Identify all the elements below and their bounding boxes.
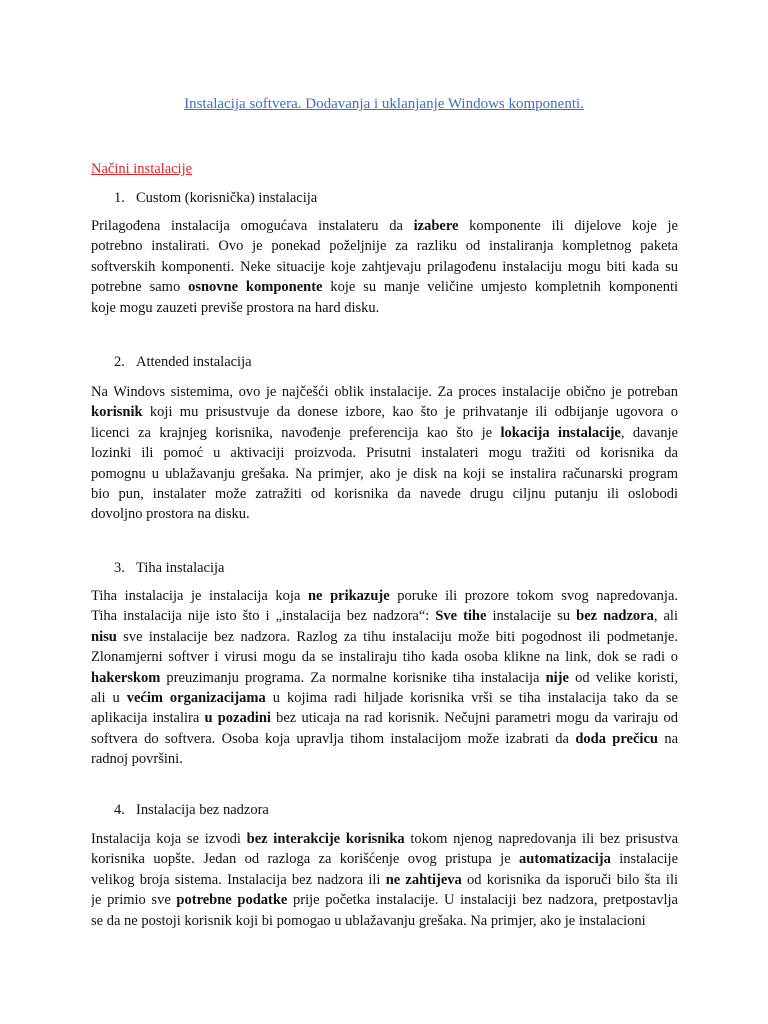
text-line: potrebno instalirati. Ovo je ponekad poželjnije za razliku od instaliranja kompletnog paketa <box>91 238 678 255</box>
text-line: potrebne samo osnovne komponente koje su manje veličine umjesto kompletnih komponenti <box>91 279 678 296</box>
heading-2: 2. Attended instalacija <box>114 354 252 370</box>
text-line: Tiha instalacija je instalacija koja ne prikazuje poruke ili prozore tokom svog napredovanja. <box>91 588 678 604</box>
text-line: korisnika uopšte. Jedan od razloga za korišćenje ovog pristupa je automatizacija instalacije <box>91 851 678 868</box>
text-line: velikog broja sistema. Instalacija bez nadzora ili ne zahtijeva od korisnika da isporuči bilo šta ili <box>91 871 678 888</box>
text-line: Instalacija koja se izvodi bez interakcije korisnika tokom njenog napredovanja ili bez prisustva <box>91 831 678 847</box>
text-line: je primio sve potrebne podatke prije početka instalacije. U instalaciji bez nadzora, pretpostavlja <box>91 892 678 909</box>
paragraph-4 <box>91 829 678 931</box>
text-line: aplikacija instalira u pozadini bez uticaja na rad korisnik. Nečujni parametri mogu da variraju od <box>91 710 678 727</box>
text-line: softverskih komponenti. Neke situacije koje zahtjevaju prilagođenu instalaciju mogu biti kada su <box>91 258 678 275</box>
section-title: Načini instalacije <box>91 161 193 177</box>
text-line: hakerskom preuzimanju programa. Za normalne korisnike tiha instalacija nije od velike koristi, <box>91 669 678 686</box>
paragraph-1 <box>91 216 678 318</box>
text-line: lozinki ili pomoć u aktivaciji proizvoda. Prisutni instalateri mogu tražiti od korisnika da <box>91 445 678 462</box>
text-line: softvera do softvera. Osoba koja upravlja tihom instalacijom može izabrati da doda prečicu na <box>91 730 678 747</box>
text-line: bio pun, instalater može zatražiti od korisnika da navede drugu ciljnu putanju ili oslobodi <box>91 485 678 502</box>
text-line: koje mogu zauzeti previše prostora na hard disku. <box>91 299 380 316</box>
text-line: nisu sve instalacije bez nadzora. Razlog za tihu instalaciju može biti pogodnost ili podmetanje. <box>91 628 678 645</box>
text-line: Zlonamjerni softver i virusi mogu da se instaliraju tiho kada osoba klikne na link, dok se radi o <box>91 649 678 666</box>
text-line: radnoj površini. <box>91 751 183 768</box>
text-line: se da ne postoji korisnik koji bi pomogao u ublažavanju grešaka. Na primjer, ako je instalacioni <box>91 912 646 929</box>
text-line: Prilagođena instalacija omogućava instalateru da izabere komponente ili dijelove koje je <box>91 218 678 234</box>
paragraph-3 <box>91 586 678 770</box>
text-line: korisnik koji mu prisustvuje da donese izbore, kao što je prihvatanje ili odbijanje ugovora o <box>91 404 678 421</box>
text-line: dovoljno prostora na disku. <box>91 506 250 523</box>
paragraph-2 <box>91 382 678 525</box>
heading-3: 3. Tiha instalacija <box>114 560 225 576</box>
text-line: ali u većim organizacijama u kojima radi hiljade korisnika vrši se tiha instalacija tako da se <box>91 689 678 706</box>
text-line: Na Windovs sistemima, ovo je najčešći oblik instalacije. Za proces instalacije obično je potreban <box>91 384 678 400</box>
text-line: licenci za krajnjeg korisnika, navođenje preferencija kao što je lokacija instalacije, davanje <box>91 424 678 441</box>
text-line: Tiha instalacija nije isto što i „instalacija bez nadzora“: Sve tihe instalacije su bez nadzora, ali <box>91 608 678 625</box>
text-line: pomognu u ublažavanju grešaka. Na primjer, ako je disk na koji se instalira računarski program <box>91 465 678 482</box>
heading-1: 1. Custom (korisnička) instalacija <box>114 190 318 206</box>
page-title: Instalacija softvera. Dodavanja i uklanjanje Windows komponenti. <box>184 96 584 112</box>
heading-4: 4. Instalacija bez nadzora <box>114 802 269 818</box>
